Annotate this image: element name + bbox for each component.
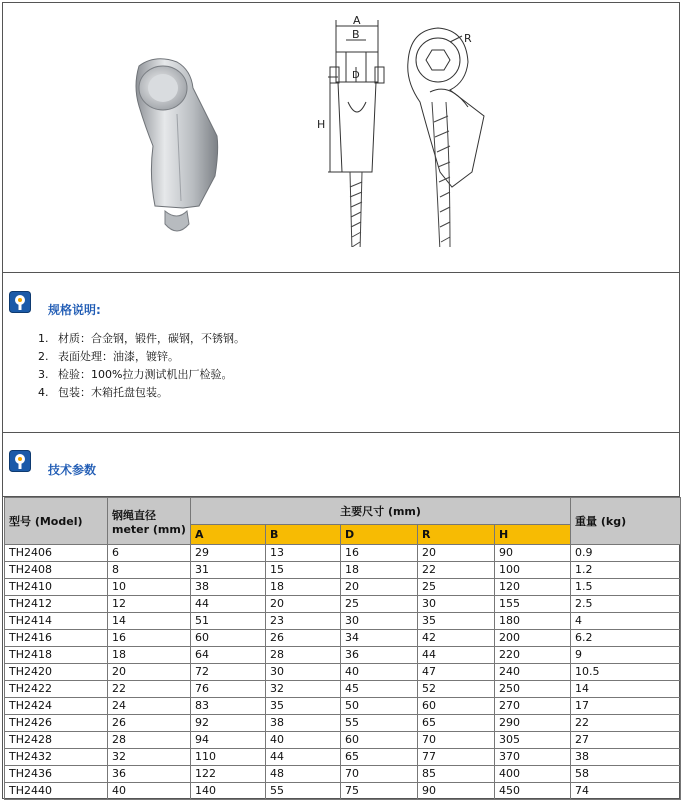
cell-d: 50 — [341, 698, 418, 715]
cell-d: 30 — [341, 613, 418, 630]
cell-model: TH2440 — [5, 783, 108, 800]
cell-model: TH2420 — [5, 664, 108, 681]
cell-h: 370 — [495, 749, 571, 766]
cell-b: 38 — [266, 715, 341, 732]
table-row — [5, 783, 681, 800]
cell-a: 44 — [191, 596, 266, 613]
cell-h: 305 — [495, 732, 571, 749]
dim-label-r: R — [464, 32, 472, 45]
cell-h: 220 — [495, 647, 571, 664]
cell-a: 122 — [191, 766, 266, 783]
cell-weight: 9 — [571, 647, 681, 664]
cell-r: 30 — [418, 596, 495, 613]
dim-label-h: H — [317, 118, 326, 131]
cell-a: 51 — [191, 613, 266, 630]
table-row — [5, 579, 681, 596]
cell-a: 64 — [191, 647, 266, 664]
cell-b: 28 — [266, 647, 341, 664]
table-row — [5, 749, 681, 766]
header-a: A — [191, 525, 266, 545]
header-model: 型号 (Model) — [5, 498, 108, 545]
cell-b: 26 — [266, 630, 341, 647]
cell-rope-diameter: 22 — [108, 681, 191, 698]
cell-d: 65 — [341, 749, 418, 766]
cell-rope-diameter: 36 — [108, 766, 191, 783]
cell-a: 83 — [191, 698, 266, 715]
cell-b: 32 — [266, 681, 341, 698]
cell-weight: 10.5 — [571, 664, 681, 681]
cell-rope-diameter: 14 — [108, 613, 191, 630]
cell-h: 180 — [495, 613, 571, 630]
dim-label-d: D — [352, 70, 360, 81]
tech-section-title: 技术参数 — [48, 463, 97, 477]
cell-r: 60 — [418, 698, 495, 715]
cell-h: 200 — [495, 630, 571, 647]
cell-r: 22 — [418, 562, 495, 579]
cell-r: 90 — [418, 783, 495, 800]
cell-weight: 14 — [571, 681, 681, 698]
cell-h: 400 — [495, 766, 571, 783]
header-h: H — [495, 525, 571, 545]
cell-h: 290 — [495, 715, 571, 732]
cell-d: 55 — [341, 715, 418, 732]
cell-d: 70 — [341, 766, 418, 783]
cell-weight: 58 — [571, 766, 681, 783]
spec-section-icon — [9, 291, 31, 313]
cell-b: 18 — [266, 579, 341, 596]
cell-d: 18 — [341, 562, 418, 579]
cell-d: 34 — [341, 630, 418, 647]
cell-h: 250 — [495, 681, 571, 698]
spec-item: 2. 表面处理：油漆，镀锌。 — [52, 348, 245, 366]
cell-h: 270 — [495, 698, 571, 715]
cell-weight: 6.2 — [571, 630, 681, 647]
header-main-dimensions: 主要尺寸 (mm) — [191, 498, 571, 525]
cell-h: 90 — [495, 545, 571, 562]
cell-weight: 2.5 — [571, 596, 681, 613]
cell-rope-diameter: 6 — [108, 545, 191, 562]
table-row — [5, 681, 681, 698]
cell-a: 38 — [191, 579, 266, 596]
dim-label-b: B — [352, 28, 360, 41]
section-divider — [2, 432, 680, 433]
cell-h: 450 — [495, 783, 571, 800]
cell-a: 60 — [191, 630, 266, 647]
cell-rope-diameter: 12 — [108, 596, 191, 613]
tech-section-icon — [9, 450, 31, 472]
cell-h: 240 — [495, 664, 571, 681]
cell-r: 47 — [418, 664, 495, 681]
cell-model: TH2408 — [5, 562, 108, 579]
cell-model: TH2410 — [5, 579, 108, 596]
cell-r: 52 — [418, 681, 495, 698]
cell-d: 45 — [341, 681, 418, 698]
cell-rope-diameter: 18 — [108, 647, 191, 664]
cell-rope-diameter: 40 — [108, 783, 191, 800]
section-divider — [2, 272, 680, 273]
table-row — [5, 715, 681, 732]
cell-weight: 27 — [571, 732, 681, 749]
cell-model: TH2426 — [5, 715, 108, 732]
table-body — [5, 545, 681, 800]
cell-rope-diameter: 28 — [108, 732, 191, 749]
product-photo — [125, 56, 225, 241]
cell-weight: 1.2 — [571, 562, 681, 579]
table-row — [5, 766, 681, 783]
dim-label-a: A — [353, 14, 361, 27]
cell-rope-diameter: 26 — [108, 715, 191, 732]
cell-a: 94 — [191, 732, 266, 749]
cell-r: 20 — [418, 545, 495, 562]
cell-a: 72 — [191, 664, 266, 681]
cell-h: 100 — [495, 562, 571, 579]
cell-b: 13 — [266, 545, 341, 562]
cell-rope-diameter: 8 — [108, 562, 191, 579]
cell-model: TH2416 — [5, 630, 108, 647]
cell-a: 31 — [191, 562, 266, 579]
cell-r: 42 — [418, 630, 495, 647]
cell-b: 44 — [266, 749, 341, 766]
cell-h: 120 — [495, 579, 571, 596]
cell-d: 60 — [341, 732, 418, 749]
cell-r: 65 — [418, 715, 495, 732]
cell-b: 40 — [266, 732, 341, 749]
cell-model: TH2422 — [5, 681, 108, 698]
cell-model: TH2436 — [5, 766, 108, 783]
cell-d: 20 — [341, 579, 418, 596]
table-row — [5, 613, 681, 630]
cell-weight: 17 — [571, 698, 681, 715]
cell-b: 55 — [266, 783, 341, 800]
header-d: D — [341, 525, 418, 545]
cell-a: 29 — [191, 545, 266, 562]
cell-weight: 38 — [571, 749, 681, 766]
table-row — [5, 732, 681, 749]
cell-model: TH2414 — [5, 613, 108, 630]
cell-r: 85 — [418, 766, 495, 783]
cell-r: 77 — [418, 749, 495, 766]
cell-d: 36 — [341, 647, 418, 664]
header-rope-diameter: 钢绳直径 meter (mm) — [108, 498, 191, 545]
cell-model: TH2432 — [5, 749, 108, 766]
cell-a: 92 — [191, 715, 266, 732]
cell-model: TH2428 — [5, 732, 108, 749]
cell-rope-diameter: 20 — [108, 664, 191, 681]
cell-r: 35 — [418, 613, 495, 630]
cell-d: 16 — [341, 545, 418, 562]
cell-weight: 1.5 — [571, 579, 681, 596]
table-row — [5, 545, 681, 562]
cell-h: 155 — [495, 596, 571, 613]
spec-list — [24, 330, 245, 402]
params-table — [4, 497, 681, 800]
table-row — [5, 562, 681, 579]
cell-b: 35 — [266, 698, 341, 715]
spec-item: 1. 材质：合金钢，锻件，碳钢，不锈钢。 — [52, 330, 245, 348]
header-weight: 重量 (kg) — [571, 498, 681, 545]
cell-rope-diameter: 24 — [108, 698, 191, 715]
table-row — [5, 664, 681, 681]
cell-rope-diameter: 16 — [108, 630, 191, 647]
spec-section-title: 规格说明: — [48, 303, 101, 317]
cell-model: TH2418 — [5, 647, 108, 664]
cell-b: 48 — [266, 766, 341, 783]
table-row — [5, 647, 681, 664]
cell-b: 30 — [266, 664, 341, 681]
cell-model: TH2406 — [5, 545, 108, 562]
cell-model: TH2412 — [5, 596, 108, 613]
cell-a: 76 — [191, 681, 266, 698]
spec-item: 4. 包装：木箱托盘包装。 — [52, 384, 245, 402]
cell-b: 15 — [266, 562, 341, 579]
cell-r: 70 — [418, 732, 495, 749]
cell-rope-diameter: 32 — [108, 749, 191, 766]
header-r: R — [418, 525, 495, 545]
cell-a: 110 — [191, 749, 266, 766]
cell-a: 140 — [191, 783, 266, 800]
cell-weight: 4 — [571, 613, 681, 630]
cell-weight: 0.9 — [571, 545, 681, 562]
cell-b: 23 — [266, 613, 341, 630]
cell-r: 25 — [418, 579, 495, 596]
cell-r: 44 — [418, 647, 495, 664]
cell-weight: 74 — [571, 783, 681, 800]
cell-d: 25 — [341, 596, 418, 613]
cell-d: 75 — [341, 783, 418, 800]
table-row — [5, 630, 681, 647]
cell-d: 40 — [341, 664, 418, 681]
table-row — [5, 698, 681, 715]
header-b: B — [266, 525, 341, 545]
cell-weight: 22 — [571, 715, 681, 732]
cell-model: TH2424 — [5, 698, 108, 715]
cell-b: 20 — [266, 596, 341, 613]
technical-drawing — [300, 12, 510, 247]
spec-item: 3. 检验：100%拉力测试机出厂检验。 — [52, 366, 245, 384]
table-row — [5, 596, 681, 613]
cell-rope-diameter: 10 — [108, 579, 191, 596]
